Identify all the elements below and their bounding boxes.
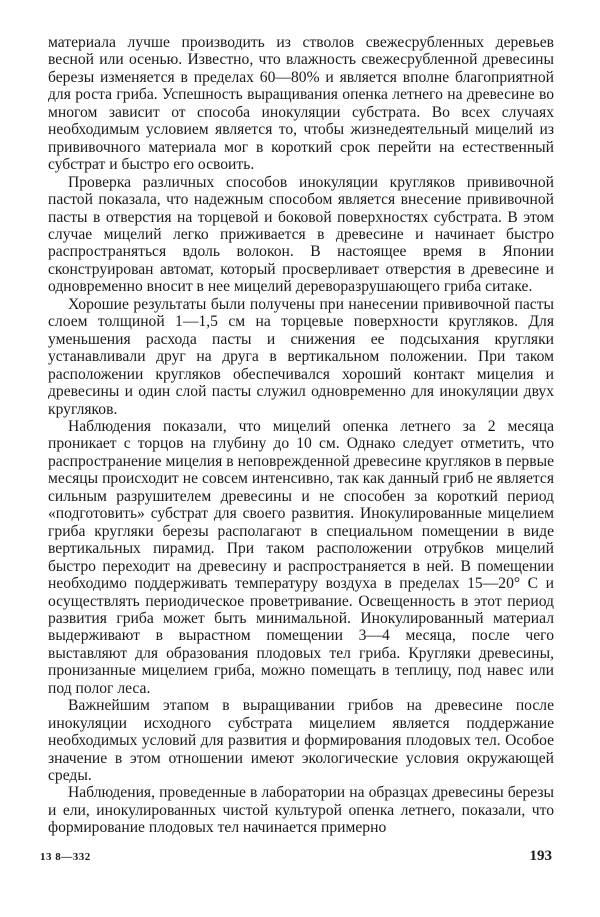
paragraph-6: Наблюдения, проведенные в лаборатории на образцах древесины березы и ели, инокулированных чистой культурой опенка летнего, показали, что формирование плодовых тел начинается примерно (48, 784, 554, 837)
page-footer (40, 848, 552, 865)
page-number: 193 (529, 848, 552, 864)
paragraph-3: Хорошие результаты были получены при нанесении прививочной пасты слоем толщиной 1—1,5 см на торцевые поверхности кругляков. Для уменьшения расхода пасты и снижения ее подсыхания кругляки устанавливали друг на друга в вертикальном положении. При таком расположении кругляков обеспечивался хороший контакт мицелия и древесины и один слой пасты служил одновременно для инокуляции двух кругляков. (48, 295, 554, 418)
paragraph-5: Важнейшим этапом в выращивании грибов на древесине после инокуляции исходного субстрата мицелием является поддержание необходимых условий для развития и формирования плодовых тел. Особое значение в этом отношении имеют экологические условия окружающей среды. (48, 697, 554, 785)
paragraph-2: Проверка различных способов инокуляции кругляков прививочной пастой показала, что надежным способом является внесение прививочной пасты в отверстия на торцевой и боковой поверхностях субстрата. В этом случае мицелий легко приживается в древесине и начинает быстро распространяться вдоль волокон. В настоящее время в Японии сконструирован автомат, который просверливает отверстия в древесине и одновременно вносит в нее мицелий дереворазрушающего гриба ситаке. (48, 173, 554, 296)
printer-signature: 13 8—332 (40, 851, 91, 863)
body-text (48, 34, 554, 837)
paragraph-4: Наблюдения показали, что мицелий опенка летнего за 2 месяца проникает с торцов на глубину до 10 см. Однако следует отметить, что распространение мицелия в неповрежденной древесине кругляков в первые месяцы происходит не совсем интенсивно, так как данный гриб не является сильным разрушителем древесины и не способен за короткий период «подготовить» субстрат для своего развития. Инокулированные мицелием гриба кругляки березы располагают в специальном помещении в виде вертикальных пирамид. При таком расположении отрубков мицелий быстро переходит на древесину и распространяется в ней. В помещении необходимо поддерживать температуру воздуха в пределах 15—20° С и осуществлять периодическое проветривание. Освещенность в этот период развития гриба может быть минимальной. Инокулированный материал выдерживают в вырастном помещении 3—4 месяца, после чего выставляют для образования плодовых тел гриба. Кругляки древесины, пронизанные мицелием гриба, можно помещать в теплицу, под навес или под полог леса. (48, 417, 554, 697)
paragraph-1: материала лучше производить из стволов свежесрубленных деревьев весной или осенью. Известно, что влажность свежесрубленной древесины березы изменяется в пределах 60—80% и является вполне благоприятной для роста гриба. Успешность выращивания опенка летнего на древесине во многом зависит от способа инокуляции субстрата. Во всех случаях необходимым условием является то, чтобы жизнедеятельный мицелий из прививочного материала мог в короткий срок перейти на естественный субстрат и быстро его освоить. (48, 34, 554, 174)
